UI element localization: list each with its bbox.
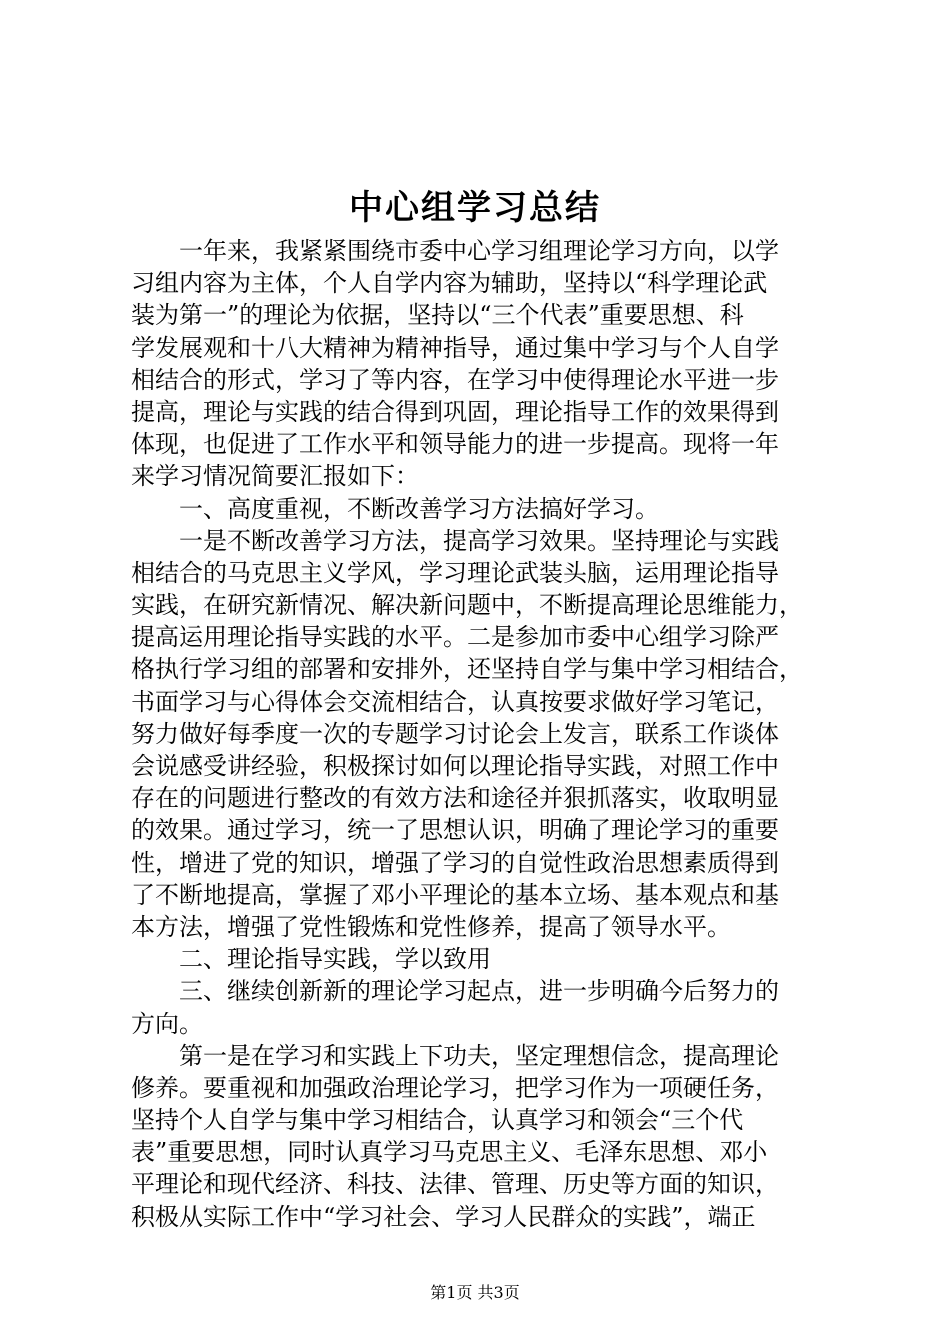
body-line: 一年来，我紧紧围绕市委中心学习组理论学习方向，以学 [131, 237, 779, 265]
body-line: 提高运用理论指导实践的水平。二是参加市委中心组学习除严 [131, 623, 779, 652]
body-line: 的效果。通过学习，统一了思想认识，明确了理论学习的重要 [131, 816, 779, 845]
body-line: 修养。要重视和加强政治理论学习，把学习作为一项硬任务， [131, 1073, 779, 1102]
document-title: 中心组学习总结 [349, 188, 601, 228]
body-line: 格执行学习组的部署和安排外，还坚持自学与集中学习相结合， [131, 655, 803, 684]
page-footer: 第1页 共3页 [430, 1283, 520, 1302]
body-line: 一是不断改善学习方法，提高学习效果。坚持理论与实践 [131, 526, 779, 555]
body-line: 平理论和现代经济、科技、法律、管理、历史等方面的知识， [131, 1170, 779, 1199]
body-line: 了不断地提高，掌握了邓小平理论的基本立场、基本观点和基 [131, 880, 779, 909]
body-line: 相结合的马克思主义学风，学习理论武装头脑，运用理论指导 [131, 558, 779, 587]
section-heading-1: 一、高度重视，不断改善学习方法搞好学习。 [131, 494, 659, 523]
body-line: 存在的问题进行整改的有效方法和途径并狠抓落实，收取明显 [131, 784, 779, 813]
body-line: 本方法，增强了党性锻炼和党性修养，提高了领导水平。 [131, 912, 731, 941]
body-line: 方向。 [131, 1009, 203, 1038]
body-line: 习组内容为主体，个人自学内容为辅助，坚持以“科学理论武 [131, 269, 768, 298]
body-line: 表”重要思想，同时认真学习马克思主义、毛泽东思想、邓小 [131, 1138, 768, 1167]
body-line: 相结合的形式，学习了等内容，在学习中使得理论水平进一步 [131, 365, 779, 394]
body-line: 装为第一”的理论为依据，坚持以“三个代表”重要思想、科 [131, 301, 744, 330]
body-line: 学发展观和十八大精神为精神指导，通过集中学习与个人自学 [131, 333, 779, 362]
section-heading-2: 二、理论指导实践，学以致用 [131, 945, 491, 974]
body-line: 第一是在学习和实践上下功夫，坚定理想信念，提高理论 [131, 1041, 779, 1070]
body-line: 会说感受讲经验，积极探讨如何以理论指导实践，对照工作中 [131, 752, 779, 780]
body-line: 性，增进了党的知识，增强了学习的自觉性政治思想素质得到 [131, 848, 779, 877]
body-line: 书面学习与心得体会交流相结合，认真按要求做好学习笔记， [131, 687, 779, 716]
body-line: 努力做好每季度一次的专题学习讨论会上发言，联系工作谈体 [131, 719, 779, 748]
body-line: 坚持个人自学与集中学习相结合，认真学习和领会“三个代 [131, 1106, 744, 1135]
body-line: 来学习情况简要汇报如下： [131, 462, 419, 491]
body-line: 积极从实际工作中“学习社会、学习人民群众的实践”，端正 [131, 1202, 756, 1231]
document-body [131, 235, 831, 1233]
body-line: 体现，也促进了工作水平和领导能力的进一步提高。现将一年 [131, 430, 779, 459]
body-line: 提高，理论与实践的结合得到巩固，理论指导工作的效果得到 [131, 397, 779, 426]
section-heading-3: 三、继续创新新的理论学习起点，进一步明确今后努力的 [131, 977, 779, 1006]
body-line: 实践，在研究新情况、解决新问题中，不断提高理论思维能力， [131, 591, 803, 620]
